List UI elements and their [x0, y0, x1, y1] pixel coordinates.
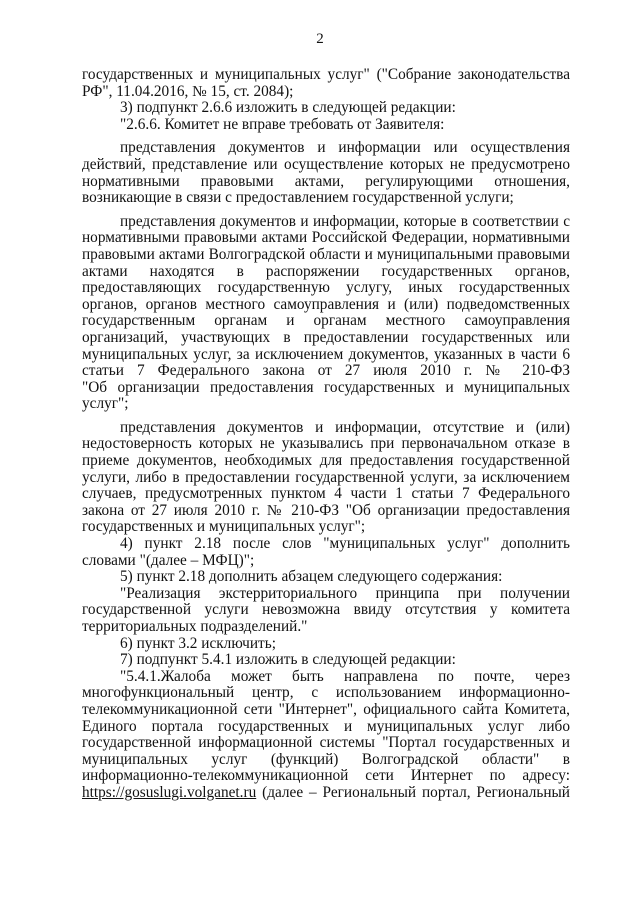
text-line: "Об организации предоставления государственных и муниципальных	[82, 378, 570, 396]
portal-link[interactable]: https://gosuslugi.volganet.ru	[82, 783, 257, 801]
text-line: представления документов и информации или осуществления	[120, 139, 570, 157]
text-line: услуги, либо в предоставлении государственной услуги, за исключением	[82, 468, 570, 486]
text-line: муниципальных услуг (функций) Волгоградской области" в	[82, 750, 570, 768]
text-line: государственным органам и органам местного самоуправления	[82, 312, 570, 330]
text-line: представления документов и информации, отсутствие и (или)	[120, 418, 570, 436]
text-line: нормативными правовыми актами Российской Федерации, нормативными	[82, 229, 570, 247]
text-line: государственной информационной системы "Портал государственных и	[82, 734, 570, 752]
text-line: возникающие в связи с предоставлением государственной услуги;	[82, 189, 514, 207]
text-line: Единого портала государственных и муниципальных услуг либо	[82, 717, 570, 735]
text-line: 4) пункт 2.18 после слов "муниципальных услуг" дополнить	[120, 535, 570, 553]
text-line: словами "(далее – МФЦ)";	[82, 551, 255, 569]
text-line: 3) подпункт 2.6.6 изложить в следующей редакции:	[120, 99, 456, 117]
text-line: "Реализация экстерриториального принципа при получении	[120, 584, 570, 602]
text-line: государственных и муниципальных услуг" ("Собрание законодательства	[82, 66, 570, 83]
text-line: предоставляющих государственную услугу, иных государственных	[82, 279, 570, 297]
text-line: услуг";	[82, 395, 129, 413]
text-line: РФ", 11.04.2016, № 15, ст. 2084);	[82, 82, 294, 100]
text-line: закона от 27 июля 2010 г. № 210-ФЗ "Об организации предоставления	[82, 501, 570, 519]
text-line: правовыми актами Волгоградской области и муниципальными правовыми	[82, 245, 570, 263]
text-line: муниципальных услуг, за исключением документов, указанных в части 6	[82, 345, 570, 363]
text-line: 5) пункт 2.18 дополнить абзацем следующего содержания:	[120, 568, 503, 586]
text-line: территориальных подразделений."	[82, 618, 308, 635]
text-line: недостоверность которых не указывались при первоначальном отказе в	[82, 435, 570, 453]
text-line: 6) пункт 3.2 исключить;	[120, 634, 276, 652]
text-line: телекоммуникационной сети "Интернет", официального сайта Комитета,	[82, 700, 570, 718]
text-line: актами находятся в распоряжении государственных органов,	[82, 262, 570, 280]
text-line: органов, органов местного самоуправления и (или) подведомственных	[82, 295, 570, 313]
text-line: случаев, предусмотренных пунктом 4 части 1 статьи 7 Федерального	[82, 485, 570, 503]
text-line-last-rest: (далее – Региональный портал, Региональный	[256, 783, 570, 801]
text-line: организаций, участвующих в предоставлении государственных или	[82, 328, 570, 346]
text-line: многофункциональный центр, с использованием информационно-	[82, 684, 570, 702]
text-line: действий, представление или осуществление которых не предусмотрено	[82, 155, 570, 173]
text-line: приеме документов, необходимых для предоставления государственной	[82, 452, 570, 470]
text-line-last	[82, 785, 570, 802]
text-line: "2.6.6. Комитет не вправе требовать от Заявителя:	[120, 115, 445, 133]
text-line: статьи 7 Федерального закона от 27 июля 2010 г. № 210-ФЗ	[82, 362, 570, 380]
text-line: "5.4.1.Жалоба может быть направлена по почте, через	[120, 667, 570, 685]
text-line: 7) подпункт 5.4.1 изложить в следующей редакции:	[120, 651, 456, 669]
text-line: представления документов и информации, которые в соответствии с	[120, 212, 570, 230]
text-line: государственных и муниципальных услуг";	[82, 518, 366, 536]
document-body	[82, 67, 570, 802]
text-lines	[82, 67, 570, 785]
text-line: информационно-телекоммуникационной сети Интернет по адресу:	[82, 767, 570, 785]
text-line: нормативными правовыми актами, регулирующими отношения,	[82, 172, 570, 190]
text-line: государственной услуги невозможна ввиду отсутствия у комитета	[82, 601, 570, 619]
page-number: 2	[316, 31, 324, 47]
